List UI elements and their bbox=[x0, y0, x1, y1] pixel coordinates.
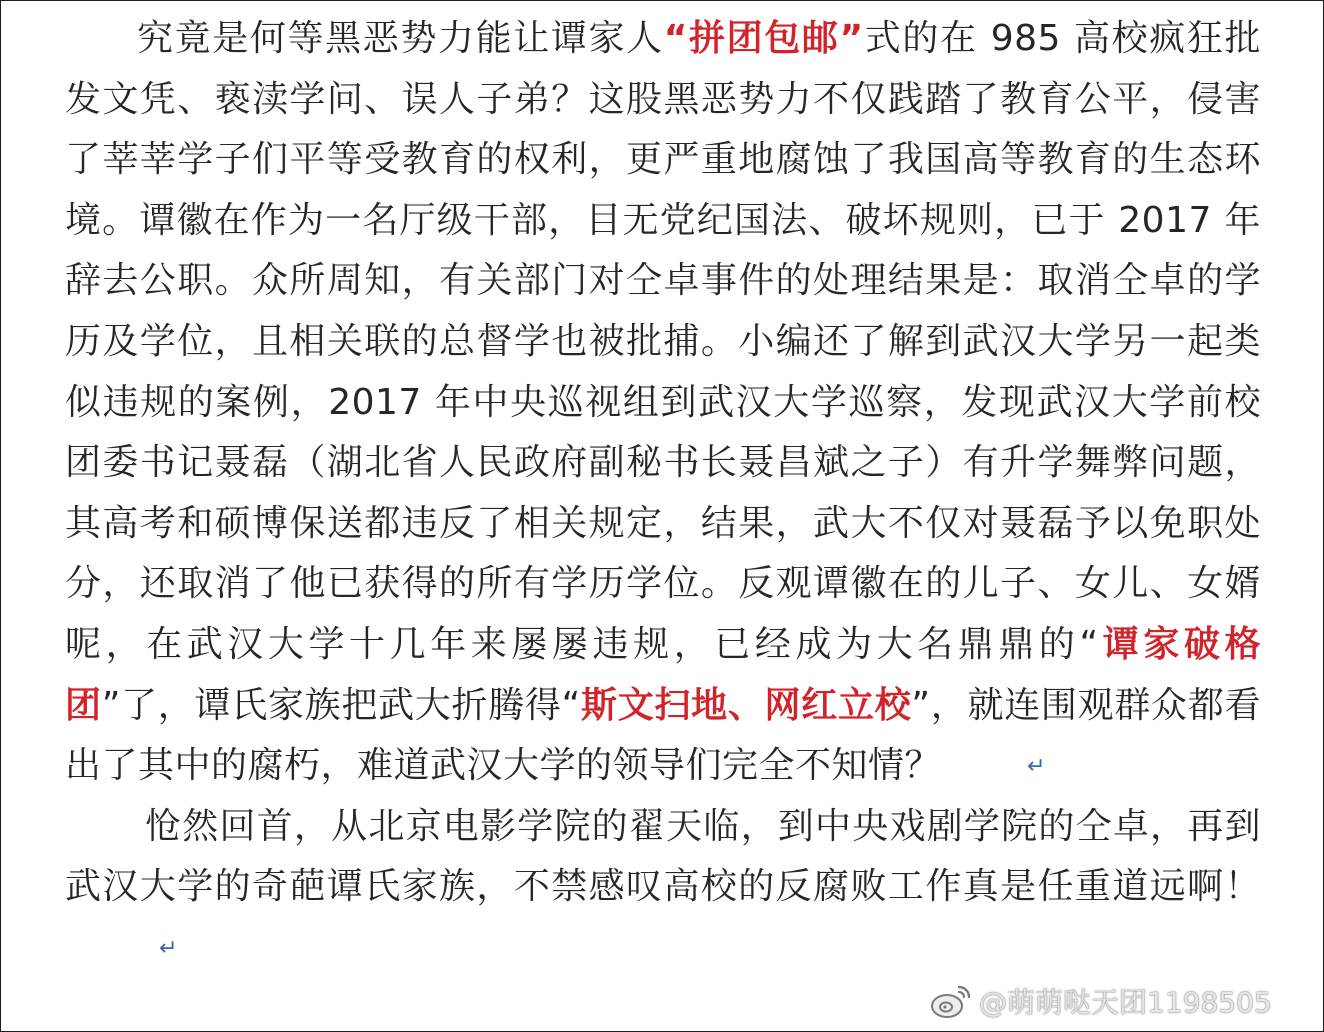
paragraph-2 bbox=[65, 797, 1261, 979]
watermark-text: @萌萌哒天团1198505 bbox=[979, 986, 1272, 1019]
paragraph-2-text: 怆然回首，从北京电影学院的翟天临，到中央戏剧学院的仝卓，再到武汉大学的奇葩谭氏家族，不禁感叹高校的反腐败工作真是任重道远啊！ bbox=[65, 805, 1261, 908]
paragraph-mark-icon: ↵ bbox=[159, 935, 178, 961]
paragraph-1-text-3: ”了，谭氏家族把武大折腾得“ bbox=[101, 684, 581, 726]
weibo-icon bbox=[929, 981, 973, 1021]
highlight-tanjia-poge-tuan: 谭家破格团 bbox=[65, 623, 1261, 726]
paragraph-1 bbox=[65, 9, 1261, 797]
weibo-watermark bbox=[929, 979, 1319, 1023]
paragraph-1-text-4: ”，就连围观群众都看出了其中的腐朽，难道武汉大学的领导们完全不知情？ bbox=[65, 684, 1261, 787]
paragraph-1-text-2: 式的在 985 高校疯狂批发文凭、亵渎学问、误人子弟？这股黑恶势力不仅践踏了教育公平，侵害了莘莘学子们平等受教育的权利，更严重地腐蚀了我国高等教育的生态环境。谭徽在作为一名厅级干部，目无党纪国法、破坏规则，已于 2017 年辞去公职。众所周知，有关部门对仝卓事件的处理结果是：取消仝卓的学历及学位，且相关联的总督学也被批捕。小编还了解到武汉大学另一起类似违规的案例，2017 年中央巡视组到武汉大学巡察，发现武汉大学前校团委书记聂磊（湖北省人民政府副秘书长聂昌斌之子）有升学舞弊问题，其高考和硕博保送都违反了相关规定，结果，武大不仅对聂磊予以免职处分，还取消了他已获得的所有学历学位。反观谭徽在的儿子、女儿、女婿呢，在武汉大学十几年来屡屡违规，已经成为大名鼎鼎的“ bbox=[65, 18, 1261, 665]
highlight-pintuan-baoyou: “拼团包邮” bbox=[663, 18, 864, 59]
paragraph-1-text-1: 究竟是何等黑恶势力能让谭家人 bbox=[137, 18, 664, 59]
paragraph-mark-icon: ↵ bbox=[1027, 754, 1046, 780]
document-body bbox=[65, 9, 1261, 979]
highlight-siwen-saodi: 斯文扫地、网红立校 bbox=[580, 684, 912, 726]
